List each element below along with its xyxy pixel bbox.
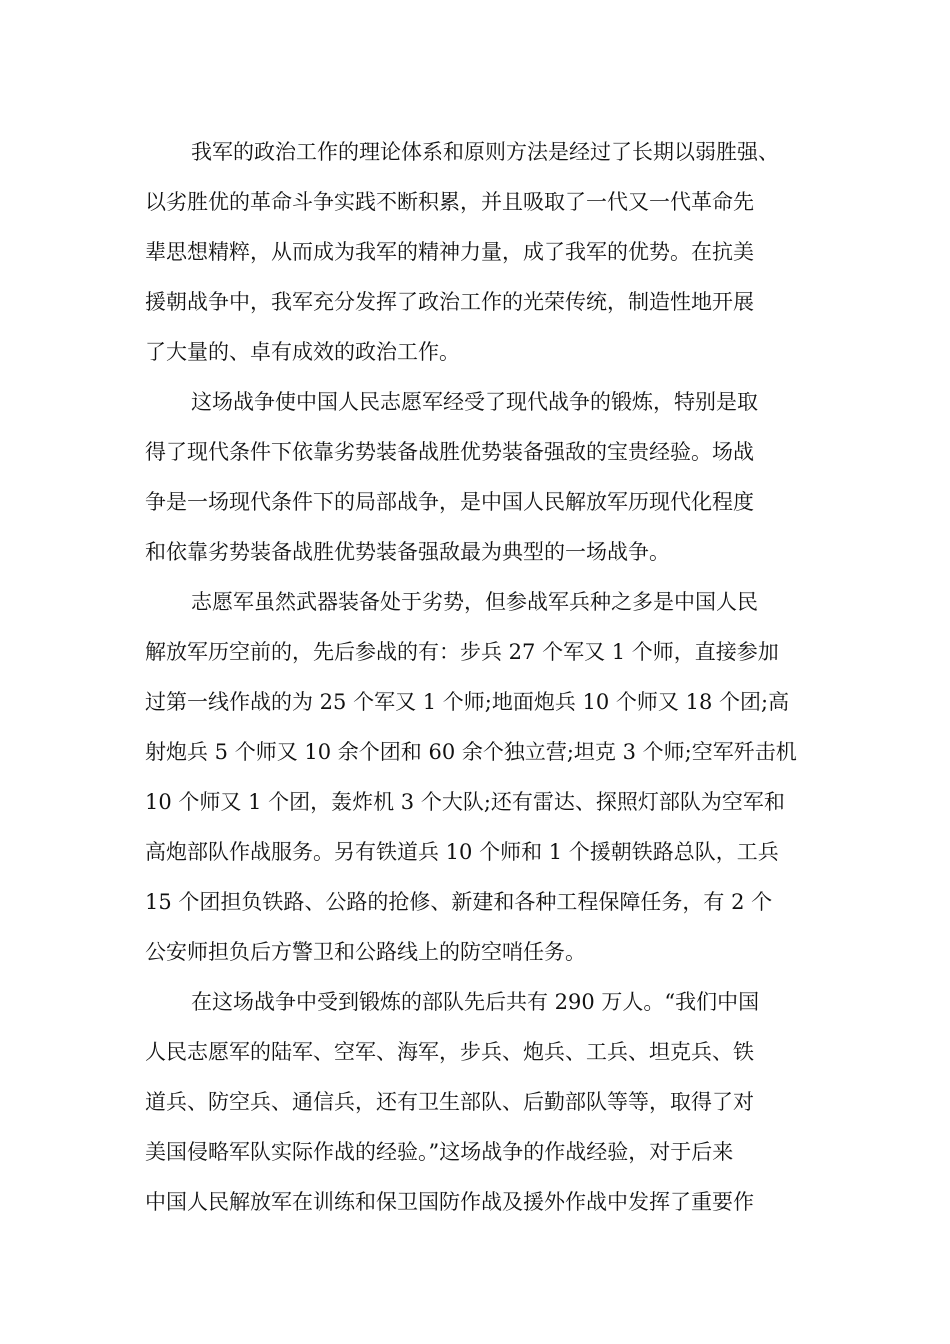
paragraph-4-line-4: 美国侵略军队实际作战的经验。”这场战争的作战经验，对于后来 <box>145 1140 734 1164</box>
paragraph-4-line-2: 人民志愿军的陆军、空军、海军，步兵、炮兵、工兵、坦克兵、铁 <box>145 1040 754 1064</box>
paragraph-3-line-2: 解放军历空前的，先后参战的有：步兵 27 个军又 1 个师，直接参加 <box>145 640 779 664</box>
paragraph-4-line-1: 在这场战争中受到锻炼的部队先后共有 290 万人。“我们中国 <box>191 990 760 1014</box>
paragraph-3-line-5: 10 个师又 1 个团，轰炸机 3 个大队;还有雷达、探照灯部队为空军和 <box>145 790 785 814</box>
paragraph-2-line-4: 和依靠劣势装备战胜优势装备强敌最为典型的一场战争。 <box>145 540 670 564</box>
paragraph-3-line-4: 射炮兵 5 个师又 10 余个团和 60 余个独立营;坦克 3 个师;空军歼击机 <box>145 740 797 764</box>
paragraph-3-line-7: 15 个团担负铁路、公路的抢修、新建和各种工程保障任务，有 2 个 <box>145 890 773 914</box>
paragraph-2-line-1: 这场战争使中国人民志愿军经受了现代战争的锻炼，特别是取 <box>191 390 758 414</box>
paragraph-3-line-6: 高炮部队作战服务。另有铁道兵 10 个师和 1 个援朝铁路总队，工兵 <box>145 840 779 864</box>
paragraph-2-line-3: 争是一场现代条件下的局部战争，是中国人民解放军历现代化程度 <box>145 490 754 514</box>
paragraph-1-line-5: 了大量的、卓有成效的政治工作。 <box>145 340 460 364</box>
paragraph-1-line-3: 辈思想精粹，从而成为我军的精神力量，成了我军的优势。在抗美 <box>145 240 754 264</box>
paragraph-1-line-1: 我军的政治工作的理论体系和原则方法是经过了长期以弱胜强、 <box>191 140 779 164</box>
paragraph-3-line-8: 公安师担负后方警卫和公路线上的防空哨任务。 <box>145 940 586 964</box>
paragraph-3-line-1: 志愿军虽然武器装备处于劣势，但参战军兵种之多是中国人民 <box>191 590 758 614</box>
paragraph-2-line-2: 得了现代条件下依靠劣势装备战胜优势装备强敌的宝贵经验。场战 <box>145 440 754 464</box>
paragraph-3-line-3: 过第一线作战的为 25 个军又 1 个师;地面炮兵 10 个师又 18 个团;高 <box>145 690 790 714</box>
paragraph-4-line-5: 中国人民解放军在训练和保卫国防作战及援外作战中发挥了重要作 <box>145 1190 754 1214</box>
paragraph-1-line-2: 以劣胜优的革命斗争实践不断积累，并且吸取了一代又一代革命先 <box>145 190 754 214</box>
paragraph-4-line-3: 道兵、防空兵、通信兵，还有卫生部队、后勤部队等等，取得了对 <box>145 1090 754 1114</box>
document-body <box>145 127 815 1227</box>
paragraph-1-line-4: 援朝战争中，我军充分发挥了政治工作的光荣传统，制造性地开展 <box>145 290 754 314</box>
